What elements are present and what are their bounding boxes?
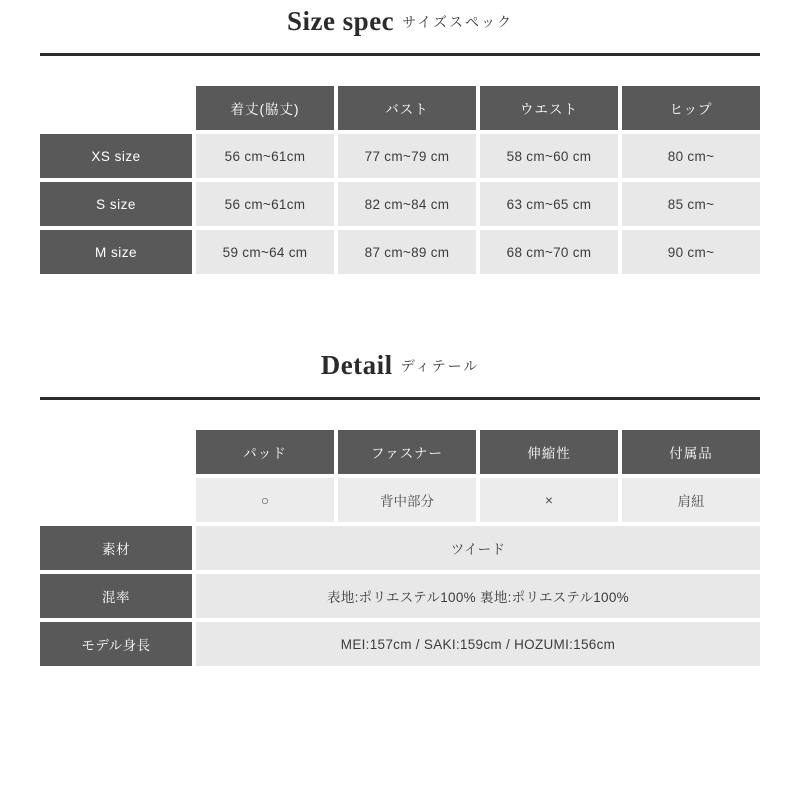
table-cell: 56 cm~61cm [196, 134, 334, 178]
table-cell: 77 cm~79 cm [338, 134, 476, 178]
column-header: 着丈(脇丈) [196, 86, 334, 130]
column-header: ファスナー [338, 430, 476, 474]
table-cell: 肩紐 [622, 478, 760, 522]
table-cell: 表地:ポリエステル100% 裏地:ポリエステル100% [196, 574, 760, 618]
table-row [40, 134, 760, 178]
column-header: 伸縮性 [480, 430, 618, 474]
size-spec-table [36, 82, 764, 278]
table-row [40, 574, 760, 618]
table-cell: 56 cm~61cm [196, 182, 334, 226]
table-header-row [40, 86, 760, 130]
table-row [40, 230, 760, 274]
detail-divider [40, 397, 760, 400]
detail-table [36, 426, 764, 670]
corner-cell [40, 478, 192, 522]
detail-title-ja: ディテール [400, 357, 480, 374]
row-header: M size [40, 230, 192, 274]
table-header-row [40, 430, 760, 474]
table-cell: 82 cm~84 cm [338, 182, 476, 226]
column-header: バスト [338, 86, 476, 130]
corner-cell [40, 430, 192, 474]
row-header: S size [40, 182, 192, 226]
row-header: 混率 [40, 574, 192, 618]
table-cell: 63 cm~65 cm [480, 182, 618, 226]
column-header: ウエスト [480, 86, 618, 130]
detail-table-wrap [0, 426, 800, 670]
row-header: XS size [40, 134, 192, 178]
section-spacer [0, 278, 800, 344]
table-cell: 90 cm~ [622, 230, 760, 274]
table-cell: 87 cm~89 cm [338, 230, 476, 274]
table-row [40, 182, 760, 226]
size-spec-title-ja: サイズスペック [402, 13, 514, 30]
table-cell: ツイード [196, 526, 760, 570]
size-spec-title-en: Size spec [286, 6, 395, 36]
table-cell: × [480, 478, 618, 522]
detail-title-en: Detail [320, 350, 393, 380]
table-row [40, 478, 760, 522]
table-row [40, 526, 760, 570]
table-cell: 59 cm~64 cm [196, 230, 334, 274]
table-cell: 58 cm~60 cm [480, 134, 618, 178]
table-row [40, 622, 760, 666]
table-cell: ○ [196, 478, 334, 522]
corner-cell [40, 86, 192, 130]
row-header: モデル身長 [40, 622, 192, 666]
column-header: パッド [196, 430, 334, 474]
detail-heading [0, 344, 800, 381]
table-cell: 68 cm~70 cm [480, 230, 618, 274]
column-header: ヒップ [622, 86, 760, 130]
row-header: 素材 [40, 526, 192, 570]
size-spec-divider [40, 53, 760, 56]
table-cell: MEI:157cm / SAKI:159cm / HOZUMI:156cm [196, 622, 760, 666]
size-spec-table-wrap [0, 82, 800, 278]
table-cell: 85 cm~ [622, 182, 760, 226]
size-spec-heading [0, 0, 800, 37]
table-cell: 背中部分 [338, 478, 476, 522]
column-header: 付属品 [622, 430, 760, 474]
table-cell: 80 cm~ [622, 134, 760, 178]
